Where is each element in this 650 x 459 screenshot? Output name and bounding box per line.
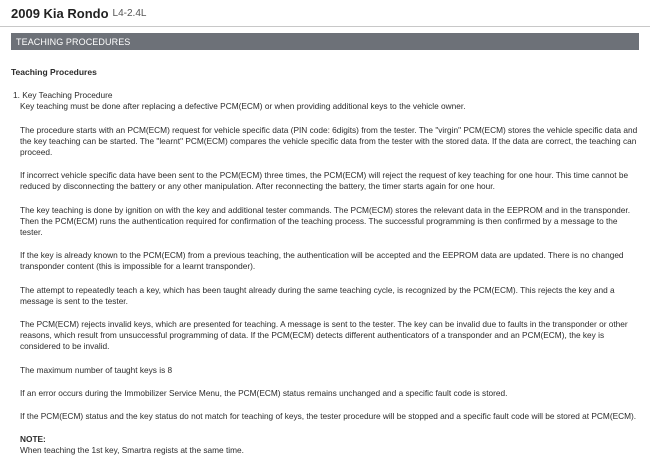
item-title: 1. Key Teaching Procedure [13, 90, 113, 101]
section-header: TEACHING PROCEDURES [11, 33, 639, 50]
title-bar [0, 0, 650, 27]
vehicle-title: 2009 Kia Rondo [11, 5, 109, 21]
note-text: When teaching the 1st key, Smartra regists at the same time. [20, 445, 244, 456]
paragraph: The maximum number of taught keys is 8 [20, 364, 173, 375]
paragraph: If incorrect vehicle specific data have been sent to the PCM(ECM) three times, the PCM(ECM) will reject the request of key teaching for one hour. This time cannot be reduced by disconnecting the battery or any other manipulation. After reconnecting the battery, the timer starts again for one hour. [20, 170, 629, 192]
document-content [11, 67, 639, 457]
paragraph: The PCM(ECM) rejects invalid keys, which are presented for teaching. A message is sent to the tester. The key can be invalid due to faults in the transponder or other reasons, which result from unsuccessful programming of data. If the PCM(ECM) detects different authenticators of a transponder and an PCM(ECM), the key is considered to be invalid. [20, 319, 628, 352]
paragraph: Key teaching must be done after replacing a defective PCM(ECM) or when providing additional keys to the vehicle owner. [20, 101, 466, 112]
paragraph: If the PCM(ECM) status and the key status do not match for teaching of keys, the tester procedure will be stopped and a specific fault code will be stored at PCM(ECM). [20, 411, 637, 422]
paragraph: The key teaching is done by ignition on with the key and additional tester commands. The PCM(ECM) stores the relevant data in the EEPROM and in the transponder. Then the PCM(ECM) runs the authentication required for confirmation of the teaching process. The successful programming is then confirmed by a message to the tester. [20, 204, 630, 238]
paragraph: The attempt to repeatedly teach a key, which has been taught already during the same teaching cycle, is recognized by the PCM(ECM). This rejects the key and a message is sent to the tester. [20, 284, 615, 306]
paragraph: The procedure starts with an PCM(ECM) request for vehicle specific data (PIN code: 6digits) from the tester. The "virgin" PCM(ECM) stores the vehicle specific data and the key teaching can be started. The "learnt" PCM(ECM) compares the vehicle specific data from the tester with the stored data. If the data are correct, the teaching can proceed. [20, 124, 638, 158]
paragraph: If an error occurs during the Immobilizer Service Menu, the PCM(ECM) status remains unchanged and a specific fault code is stored. [20, 387, 508, 398]
doc-heading: Teaching Procedures [11, 67, 97, 77]
note-label: NOTE: [20, 434, 46, 445]
paragraph: If the key is already known to the PCM(ECM) from a previous teaching, the authentication will be accepted and the EEPROM data are updated. There is no changed transponder content (this is impossible for a learnt transponder). [20, 250, 624, 272]
engine-label: L4-2.4L [112, 7, 147, 19]
